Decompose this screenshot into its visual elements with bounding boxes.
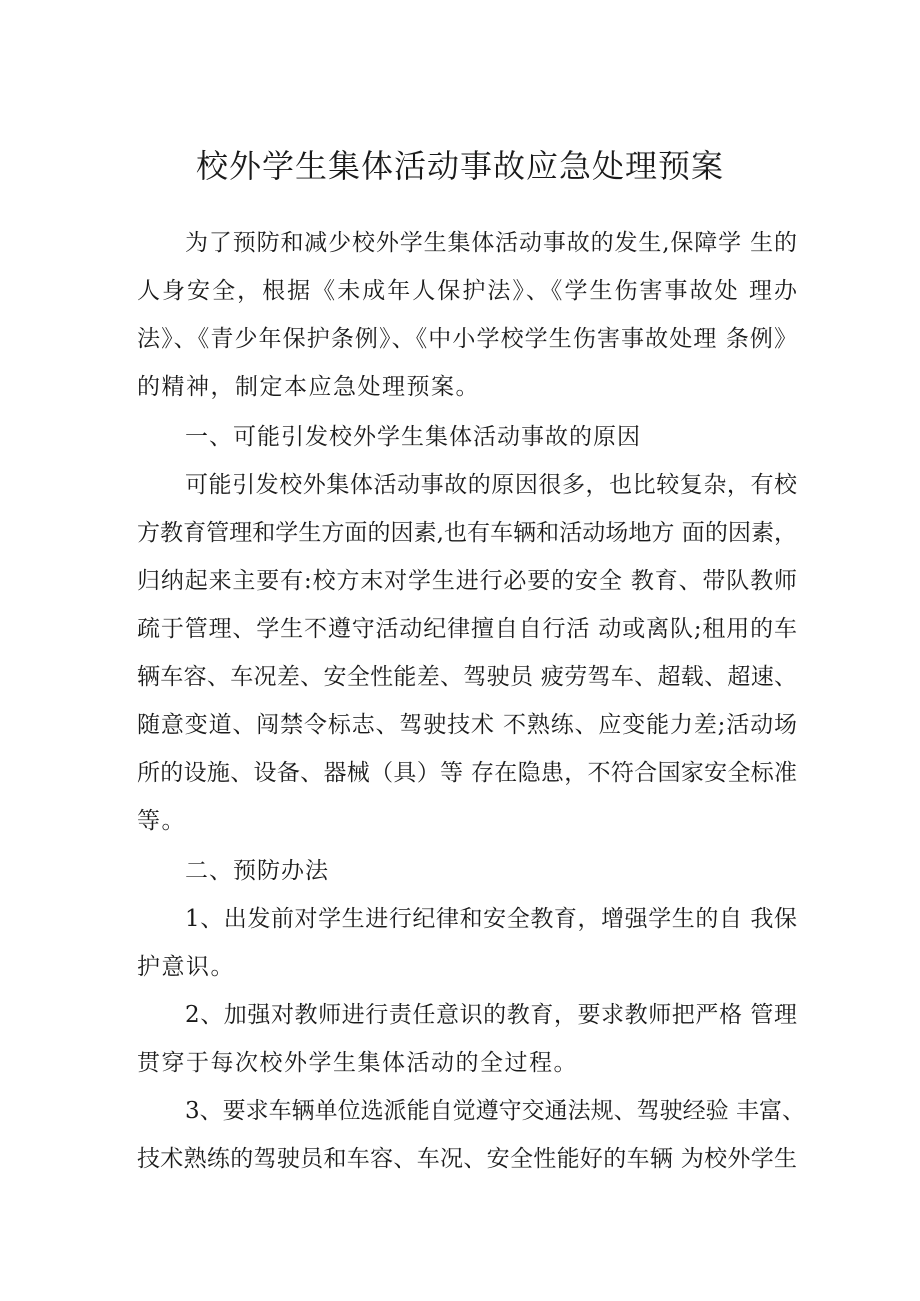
section1-heading: 一、可能引发校外学生集体活动事故的原因 [185, 424, 641, 450]
section1-line-8: 等。 [137, 808, 186, 834]
section1-line-6: 随意变道、闯禁令标志、驾驶技术 不熟练、应变能力差;活动场 [137, 712, 797, 738]
section1-line-2: 方教育管理和学生方面的因素,也有车辆和活动场地方 面的因素， [137, 520, 797, 546]
section1-line-3: 归纳起来主要有:校方末对学生进行必要的安全 教育、带队教师 [137, 568, 797, 594]
document-title: 校外学生集体活动事故应急处理预案 [195, 147, 724, 185]
item2-line-2: 贯穿于每次校外学生集体活动的全过程。 [137, 1050, 578, 1076]
item1-line-2: 护意识。 [137, 954, 235, 980]
item3-line-2: 技术熟练的驾驶员和车容、车况、安全性能好的车辆 为校外学生 [137, 1146, 797, 1172]
section1-line-1: 可能引发校外集体活动事故的原因很多，也比较复杂，有校 [185, 472, 797, 498]
item3-line-1: 3、要求车辆单位选派能自觉遵守交通法规、驾驶经验 丰富、 [185, 1098, 805, 1124]
item1-line-1: 1、出发前对学生进行纪律和安全教育，增强学生的自 我保 [185, 906, 797, 932]
intro-line-1: 为了预防和减少校外学生集体活动事故的发生,保障学 生的 [185, 230, 797, 256]
section2-heading: 二、预防办法 [185, 858, 329, 884]
section1-line-5: 辆车容、车况差、安全性能差、驾驶员 疲劳驾车、超载、超速、 [137, 664, 797, 690]
intro-line-3: 法》、《青少年保护条例》、《中小学校学生伤害事故处理 条例》 [137, 326, 797, 352]
intro-line-2: 人身安全，根据《未成年人保护法》、《学生伤害事故处 理办 [137, 278, 797, 304]
item2-line-1: 2、加强对教师进行责任意识的教育，要求教师把严格 管理 [185, 1002, 797, 1028]
intro-line-4: 的精神，制定本应急处理预案。 [137, 374, 480, 400]
section1-line-4: 疏于管理、学生不遵守活动纪律擅自自行活 动或离队;租用的车 [137, 616, 797, 642]
section1-line-7: 所的设施、设备、器械（具）等 存在隐患，不符合国家安全标准 [137, 760, 797, 786]
